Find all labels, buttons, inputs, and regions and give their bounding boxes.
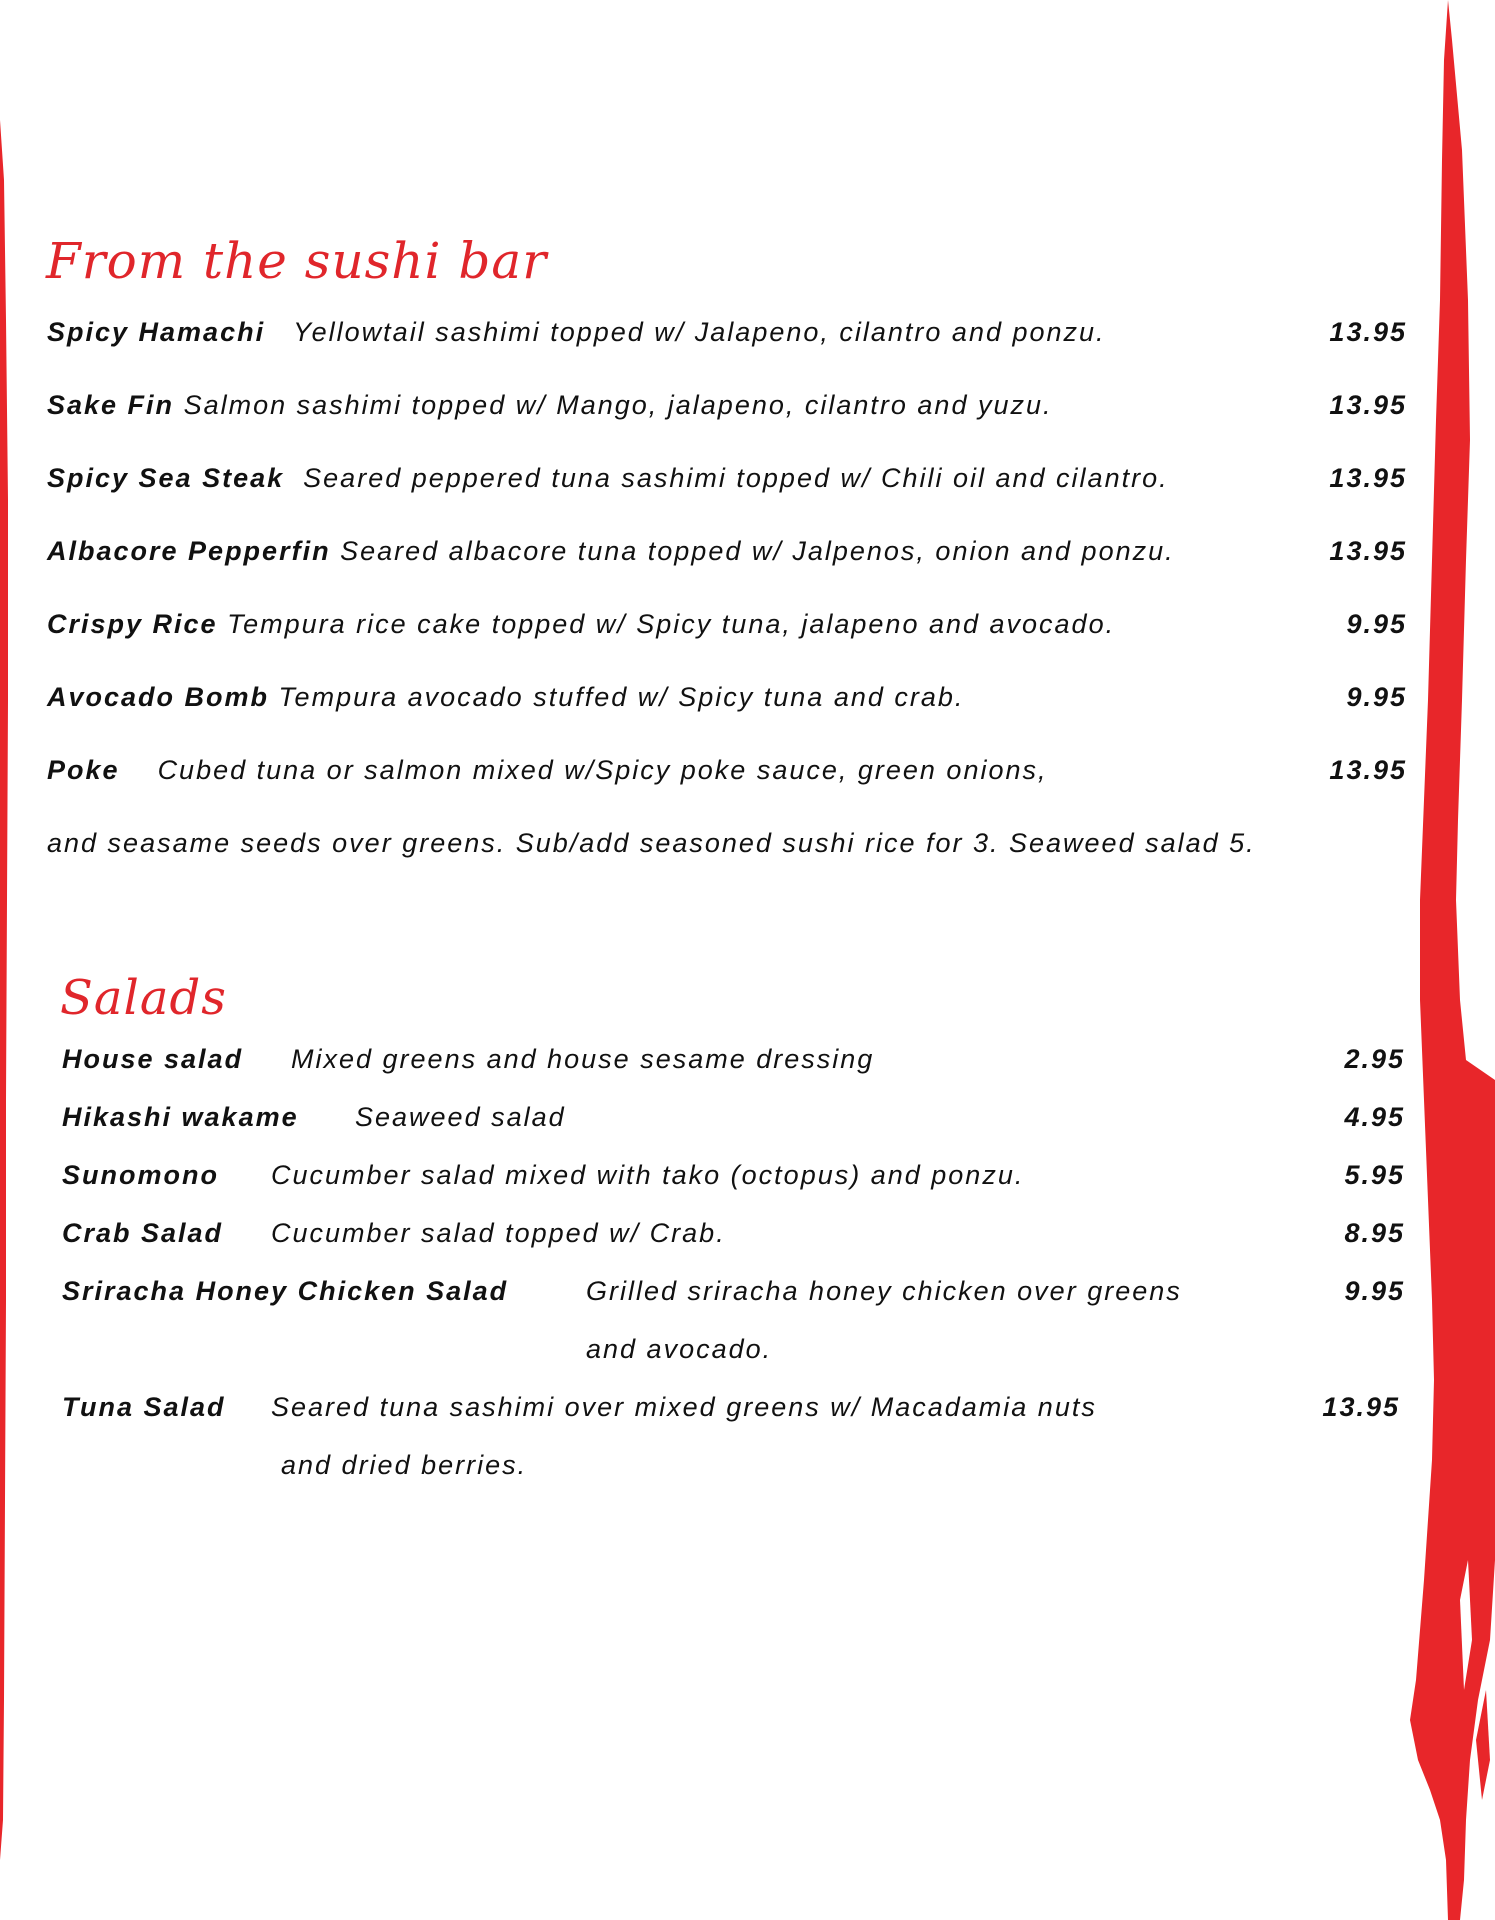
item-name: Spicy Sea Steak bbox=[47, 463, 285, 493]
item-price: 13.95 bbox=[1329, 463, 1407, 493]
item-name: Tuna Salad bbox=[62, 1392, 226, 1422]
salads-title: Salads bbox=[60, 970, 227, 1026]
menu-item-poke bbox=[47, 754, 1048, 786]
menu-item-house-salad bbox=[62, 1043, 243, 1075]
item-price: 9.95 bbox=[1346, 609, 1407, 639]
item-name: Hikashi wakame bbox=[62, 1102, 299, 1132]
menu-item-sriracha-honey-chicken-salad bbox=[62, 1275, 508, 1307]
item-description: Tempura rice cake topped w/ Spicy tuna, jalapeno and avocado. bbox=[227, 609, 1116, 639]
item-description: Grilled sriracha honey chicken over greens bbox=[586, 1276, 1182, 1306]
menu-item-albacore-pepperfin bbox=[47, 535, 1175, 567]
item-price: 13.95 bbox=[1322, 1392, 1400, 1422]
item-price: 2.95 bbox=[1344, 1044, 1405, 1074]
menu-item-tuna-salad bbox=[62, 1391, 226, 1423]
item-price: 13.95 bbox=[1329, 536, 1407, 566]
item-price: 4.95 bbox=[1344, 1102, 1405, 1132]
item-name: Sunomono bbox=[62, 1160, 219, 1190]
item-description-continuation: and avocado. bbox=[586, 1334, 773, 1364]
item-name: Sriracha Honey Chicken Salad bbox=[62, 1276, 509, 1306]
item-name: Albacore Pepperfin bbox=[47, 536, 331, 566]
item-price: 9.95 bbox=[1344, 1276, 1405, 1306]
item-name: Poke bbox=[47, 755, 120, 785]
menu-item-sake-fin bbox=[47, 389, 1053, 421]
menu-item-sunomono bbox=[62, 1159, 219, 1191]
item-description-continuation: and dried berries. bbox=[281, 1450, 528, 1480]
item-price: 13.95 bbox=[1329, 390, 1407, 420]
item-description: Cucumber salad mixed with tako (octopus) and ponzu. bbox=[271, 1160, 1025, 1190]
item-name: Crab Salad bbox=[62, 1218, 224, 1248]
item-name: Sake Fin bbox=[47, 390, 175, 420]
menu-item-spicy-hamachi bbox=[47, 316, 1106, 348]
menu-item-crispy-rice bbox=[47, 608, 1115, 640]
item-description: Seared tuna sashimi over mixed greens w/ Macadamia nuts bbox=[271, 1392, 1097, 1422]
left-brush-stroke bbox=[0, 120, 8, 1860]
item-price: 5.95 bbox=[1344, 1160, 1405, 1190]
item-description: Seared peppered tuna sashimi topped w/ Chili oil and cilantro. bbox=[303, 463, 1169, 493]
item-description: Seaweed salad bbox=[355, 1102, 566, 1132]
menu-item-spicy-sea-steak bbox=[47, 462, 1169, 494]
menu-item-avocado-bomb bbox=[47, 681, 964, 713]
poke-description-continuation: and seasame seeds over greens. Sub/add seasoned sushi rice for 3. Seaweed salad 5. bbox=[47, 828, 1256, 858]
item-description: Cubed tuna or salmon mixed w/Spicy poke sauce, green onions, bbox=[157, 755, 1048, 785]
item-description: Salmon sashimi topped w/ Mango, jalapeno, cilantro and yuzu. bbox=[183, 390, 1053, 420]
item-price: 13.95 bbox=[1329, 317, 1407, 347]
item-description: Tempura avocado stuffed w/ Spicy tuna and crab. bbox=[278, 682, 965, 712]
item-description: Mixed greens and house sesame dressing bbox=[291, 1044, 875, 1074]
item-price: 8.95 bbox=[1344, 1218, 1405, 1248]
item-name: Crispy Rice bbox=[47, 609, 218, 639]
item-description: Cucumber salad topped w/ Crab. bbox=[271, 1218, 726, 1248]
item-description: Yellowtail sashimi topped w/ Jalapeno, cilantro and ponzu. bbox=[293, 317, 1106, 347]
item-name: Avocado Bomb bbox=[47, 682, 270, 712]
item-price: 13.95 bbox=[1329, 755, 1407, 785]
right-brush-stroke bbox=[1410, 0, 1495, 1920]
item-name: House salad bbox=[62, 1044, 244, 1074]
menu-item-hikashi-wakame bbox=[62, 1101, 299, 1133]
sushi-bar-title: From the sushi bar bbox=[46, 232, 548, 290]
item-price: 9.95 bbox=[1346, 682, 1407, 712]
item-description: Seared albacore tuna topped w/ Jalpenos, onion and ponzu. bbox=[340, 536, 1175, 566]
item-name: Spicy Hamachi bbox=[47, 317, 266, 347]
menu-item-crab-salad bbox=[62, 1217, 223, 1249]
